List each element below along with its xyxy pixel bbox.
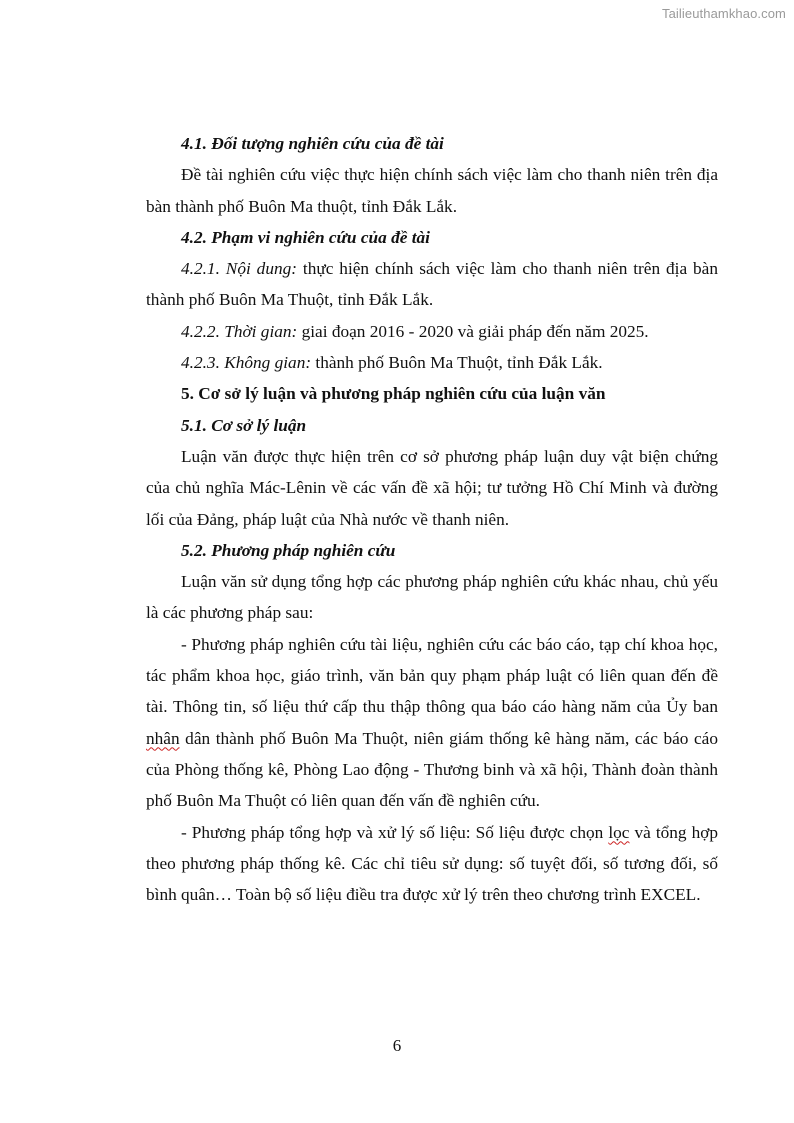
- paragraph-4-2-3: [146, 347, 718, 378]
- text-4-2-3: thành phố Buôn Ma Thuột, tỉnh Đắk Lắk.: [311, 353, 603, 373]
- bullet1-text-a: - Phương pháp nghiên cứu tài liệu, nghiên cứu các báo cáo, tạp chí khoa học, tác phẩm khoa học, giáo trình, văn bản quy phạm pháp luật có liên quan đến đề tài. Thông tin, số liệu thứ cấp thu thập thông qua báo cáo hàng năm của Ủy ban: [146, 634, 718, 717]
- bullet2-text-c: và tổng hợp theo phương pháp thống kê. Các chỉ tiêu sử dụng: số tuyệt đối, số tương đối, số bình quân… Toàn bộ số liệu điều tra được xử lý trên theo chương trình EXCEL.: [146, 822, 718, 905]
- bullet-data-processing: [146, 817, 718, 911]
- page-number: 6: [392, 1036, 402, 1055]
- document-body: [146, 128, 718, 910]
- paragraph-5-1: Luận văn được thực hiện trên cơ sở phương pháp luận duy vật biện chứng của chủ nghĩa Mác-Lênin về các vấn đề xã hội; tư tưởng Hồ Chí Minh và đường lối của Đảng, pháp luật của Nhà nước về thanh niên.: [146, 446, 718, 529]
- paragraph-5-2-intro: Luận văn sử dụng tổng hợp các phương pháp nghiên cứu khác nhau, chủ yếu là các phương pháp sau:: [146, 572, 718, 623]
- spellcheck-word-loc: lọc: [608, 822, 630, 842]
- watermark: Tailieuthamkhao.com: [661, 6, 786, 21]
- text-4-2-2: giai đoạn 2016 - 2020 và giải pháp đến năm 2025.: [297, 321, 649, 341]
- paragraph-4-1: Đề tài nghiên cứu việc thực hiện chính sách việc làm cho thanh niên trên địa bàn thành phố Buôn Ma thuột, tỉnh Đắk Lắk.: [146, 165, 718, 216]
- paragraph-4-2-1: [146, 253, 718, 316]
- bullet2-text-a: - Phương pháp tổng hợp và xử lý số liệu: Số liệu được chọn: [181, 822, 609, 842]
- heading-4-1: 4.1. Đối tượng nghiên cứu của đề tài: [181, 134, 444, 153]
- heading-5-2: 5.2. Phương pháp nghiên cứu: [181, 540, 396, 560]
- bullet1-text-c: dân thành phố Buôn Ma Thuột, niên giám thống kê hàng năm, các báo cáo của Phòng thống kê, Phòng Lao động - Thương binh và xã hội, Thành đoàn thành phố Buôn Ma Thuột có liên quan đến vấn đề nghiên cứu.: [146, 728, 718, 811]
- label-4-2-2: 4.2.2. Thời gian:: [181, 321, 298, 341]
- text-4-2-1: thực hiện chính sách việc làm cho thanh niên trên địa bàn thành phố Buôn Ma Thuột, tỉnh Đắk Lắk.: [146, 259, 718, 310]
- paragraph-4-2-2: [146, 316, 718, 347]
- label-4-2-1: 4.2.1. Nội dung:: [181, 259, 297, 279]
- heading-4-2: 4.2. Phạm vi nghiên cứu của đề tài: [181, 227, 430, 247]
- heading-5-1: 5.1. Cơ sở lý luận: [181, 415, 307, 435]
- label-4-2-3: 4.2.3. Không gian:: [181, 353, 312, 373]
- heading-5: 5. Cơ sở lý luận và phương pháp nghiên cứu của luận văn: [181, 384, 606, 404]
- bullet-document-research: [146, 629, 718, 817]
- spellcheck-word-nhan: nhân: [146, 728, 180, 748]
